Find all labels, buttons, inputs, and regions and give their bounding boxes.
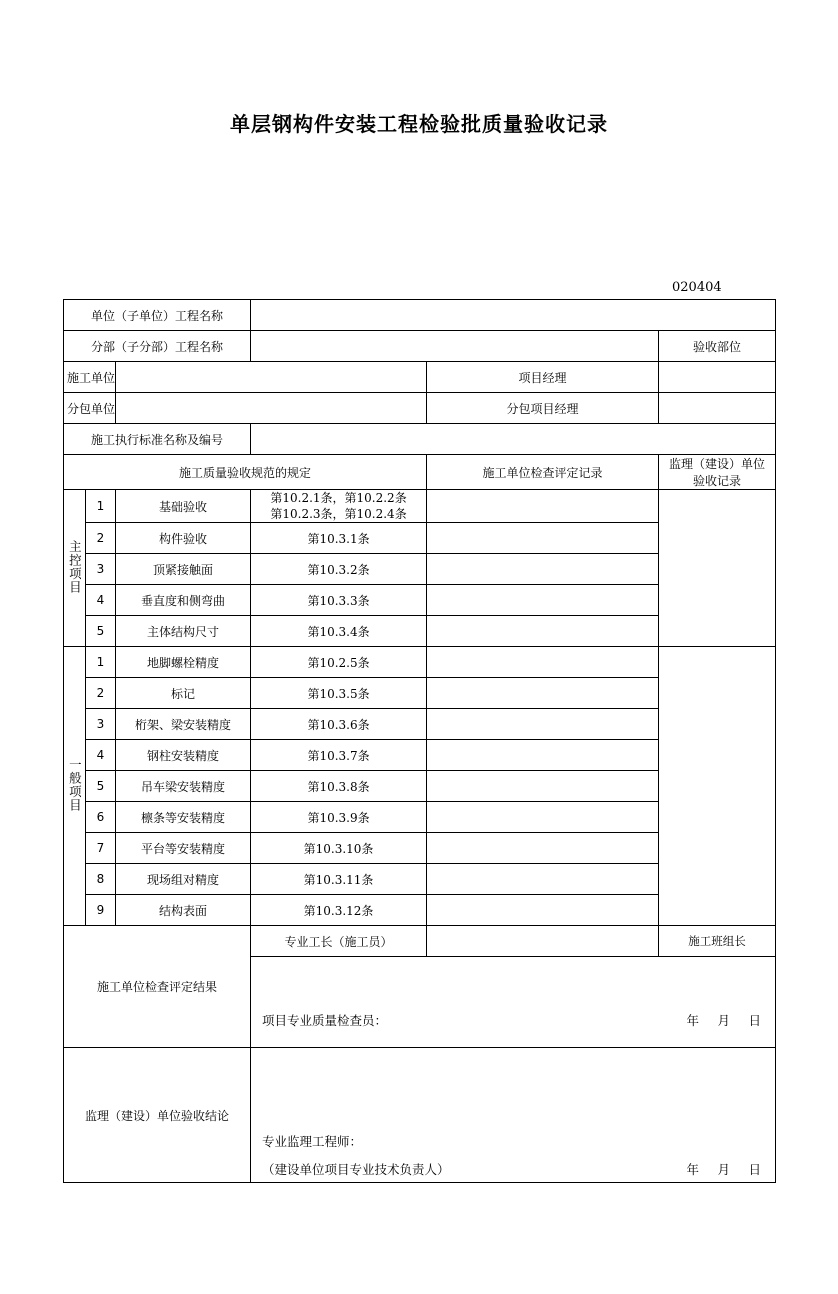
standard-value[interactable] (251, 424, 776, 455)
table-header-row (64, 455, 776, 490)
main-item-name: 构件验收 (116, 523, 251, 554)
contractor-signature-area[interactable] (251, 957, 776, 1048)
general-item-clause: 第10.3.11条 (251, 864, 427, 895)
main-item-clause: 第10.3.3条 (251, 585, 427, 616)
main-items-group-label (64, 490, 86, 647)
supervisor-record-main[interactable] (659, 490, 776, 647)
general-item-record[interactable] (427, 709, 659, 740)
general-item-name: 标记 (116, 678, 251, 709)
general-items-group-label (64, 647, 86, 926)
general-item-name: 桁架、梁安装精度 (116, 709, 251, 740)
foreman-label: 专业工长（施工员） (251, 926, 427, 957)
main-item-no: 5 (86, 616, 116, 647)
general-item-name: 檩条等安装精度 (116, 802, 251, 833)
table-row (64, 647, 776, 678)
main-item-no: 1 (86, 490, 116, 523)
main-item-name: 垂直度和侧弯曲 (116, 585, 251, 616)
division-project-name-label: 分部（子分部）工程名称 (64, 331, 251, 362)
acceptance-part-label: 验收部位 (659, 331, 776, 362)
unit-project-name-value[interactable] (251, 300, 776, 331)
main-item-clause: 第10.3.4条 (251, 616, 427, 647)
supervisor-engineer-label: 专业监理工程师： (262, 1134, 363, 1150)
table-row (64, 362, 776, 393)
general-item-name: 现场组对精度 (116, 864, 251, 895)
main-item-record[interactable] (427, 585, 659, 616)
main-items-group-text: 主控项目 (67, 539, 83, 594)
general-item-clause: 第10.3.9条 (251, 802, 427, 833)
general-item-name: 平台等安装精度 (116, 833, 251, 864)
table-row (64, 331, 776, 362)
supervisor-date: 年 月 日 (686, 1162, 765, 1178)
general-item-no: 2 (86, 678, 116, 709)
table-row (64, 300, 776, 331)
general-item-no: 7 (86, 833, 116, 864)
foreman-value[interactable] (427, 926, 659, 957)
subcontract-unit-label: 分包单位 (64, 393, 116, 424)
table-row (64, 424, 776, 455)
construction-unit-label: 施工单位 (64, 362, 116, 393)
contractor-record-header: 施工单位检查评定记录 (427, 455, 659, 490)
table-row (64, 393, 776, 424)
general-item-clause: 第10.3.7条 (251, 740, 427, 771)
general-item-record[interactable] (427, 678, 659, 709)
contractor-date: 年 月 日 (686, 1013, 765, 1029)
main-item-record[interactable] (427, 490, 659, 523)
page-title: 单层钢构件安装工程检验批质量验收记录 (230, 112, 608, 136)
document-page (0, 108, 838, 1294)
main-item-clause: 第10.3.1条 (251, 523, 427, 554)
general-item-clause: 第10.2.5条 (251, 647, 427, 678)
supervisor-record-header-line1: 监理（建设）单位 (669, 457, 766, 471)
main-item-clause: 第10.2.1条，第10.2.2条 第10.2.3条，第10.2.4条 (251, 490, 427, 523)
division-project-name-value[interactable] (251, 331, 659, 362)
general-item-no: 9 (86, 895, 116, 926)
project-manager-value[interactable] (659, 362, 776, 393)
general-item-no: 3 (86, 709, 116, 740)
main-item-name: 基础验收 (116, 490, 251, 523)
general-item-record[interactable] (427, 740, 659, 771)
supervisor-record-header-line2: 验收记录 (693, 474, 742, 488)
main-item-clause: 第10.3.2条 (251, 554, 427, 585)
table-row (64, 926, 776, 957)
general-item-no: 1 (86, 647, 116, 678)
main-item-no: 4 (86, 585, 116, 616)
general-item-no: 8 (86, 864, 116, 895)
spec-rules-header: 施工质量验收规范的规定 (64, 455, 427, 490)
contractor-result-label: 施工单位检查评定结果 (64, 926, 251, 1048)
subcontract-manager-value[interactable] (659, 393, 776, 424)
main-item-name: 顶紧接触面 (116, 554, 251, 585)
main-item-name: 主体结构尺寸 (116, 616, 251, 647)
main-item-no: 3 (86, 554, 116, 585)
general-items-group-text: 一般项目 (67, 757, 83, 812)
team-leader-label: 施工班组长 (659, 926, 776, 957)
general-item-clause: 第10.3.6条 (251, 709, 427, 740)
main-item-record[interactable] (427, 616, 659, 647)
general-item-no: 4 (86, 740, 116, 771)
quality-inspector-label: 项目专业质量检查员： (262, 1013, 388, 1029)
general-item-name: 地脚螺栓精度 (116, 647, 251, 678)
general-item-name: 吊车梁安装精度 (116, 771, 251, 802)
standard-label: 施工执行标准名称及编号 (64, 424, 251, 455)
supervisor-record-header (659, 455, 776, 490)
main-item-record[interactable] (427, 523, 659, 554)
general-item-name: 钢柱安装精度 (116, 740, 251, 771)
construction-unit-value[interactable] (116, 362, 427, 393)
supervisor-conclusion-label: 监理（建设）单位验收结论 (64, 1048, 251, 1183)
supervisor-engineer-note: （建设单位项目专业技术负责人） (262, 1162, 450, 1178)
general-item-record[interactable] (427, 647, 659, 678)
general-item-record[interactable] (427, 895, 659, 926)
unit-project-name-label: 单位（子单位）工程名称 (64, 300, 251, 331)
general-item-clause: 第10.3.8条 (251, 771, 427, 802)
general-item-record[interactable] (427, 864, 659, 895)
general-item-clause: 第10.3.12条 (251, 895, 427, 926)
general-item-name: 结构表面 (116, 895, 251, 926)
table-row (64, 490, 776, 523)
supervisor-signature-area[interactable] (251, 1048, 776, 1183)
general-item-record[interactable] (427, 771, 659, 802)
table-row (64, 1048, 776, 1183)
main-item-no: 2 (86, 523, 116, 554)
general-item-clause: 第10.3.10条 (251, 833, 427, 864)
supervisor-record-general[interactable] (659, 647, 776, 926)
subcontract-manager-label: 分包项目经理 (427, 393, 659, 424)
general-item-record[interactable] (427, 802, 659, 833)
main-item-record[interactable] (427, 554, 659, 585)
general-item-no: 5 (86, 771, 116, 802)
general-item-no: 6 (86, 802, 116, 833)
general-item-record[interactable] (427, 833, 659, 864)
form-code: 020404 (672, 280, 722, 295)
general-item-clause: 第10.3.5条 (251, 678, 427, 709)
project-manager-label: 项目经理 (427, 362, 659, 393)
inspection-form-table (63, 299, 776, 1183)
subcontract-unit-value[interactable] (116, 393, 427, 424)
